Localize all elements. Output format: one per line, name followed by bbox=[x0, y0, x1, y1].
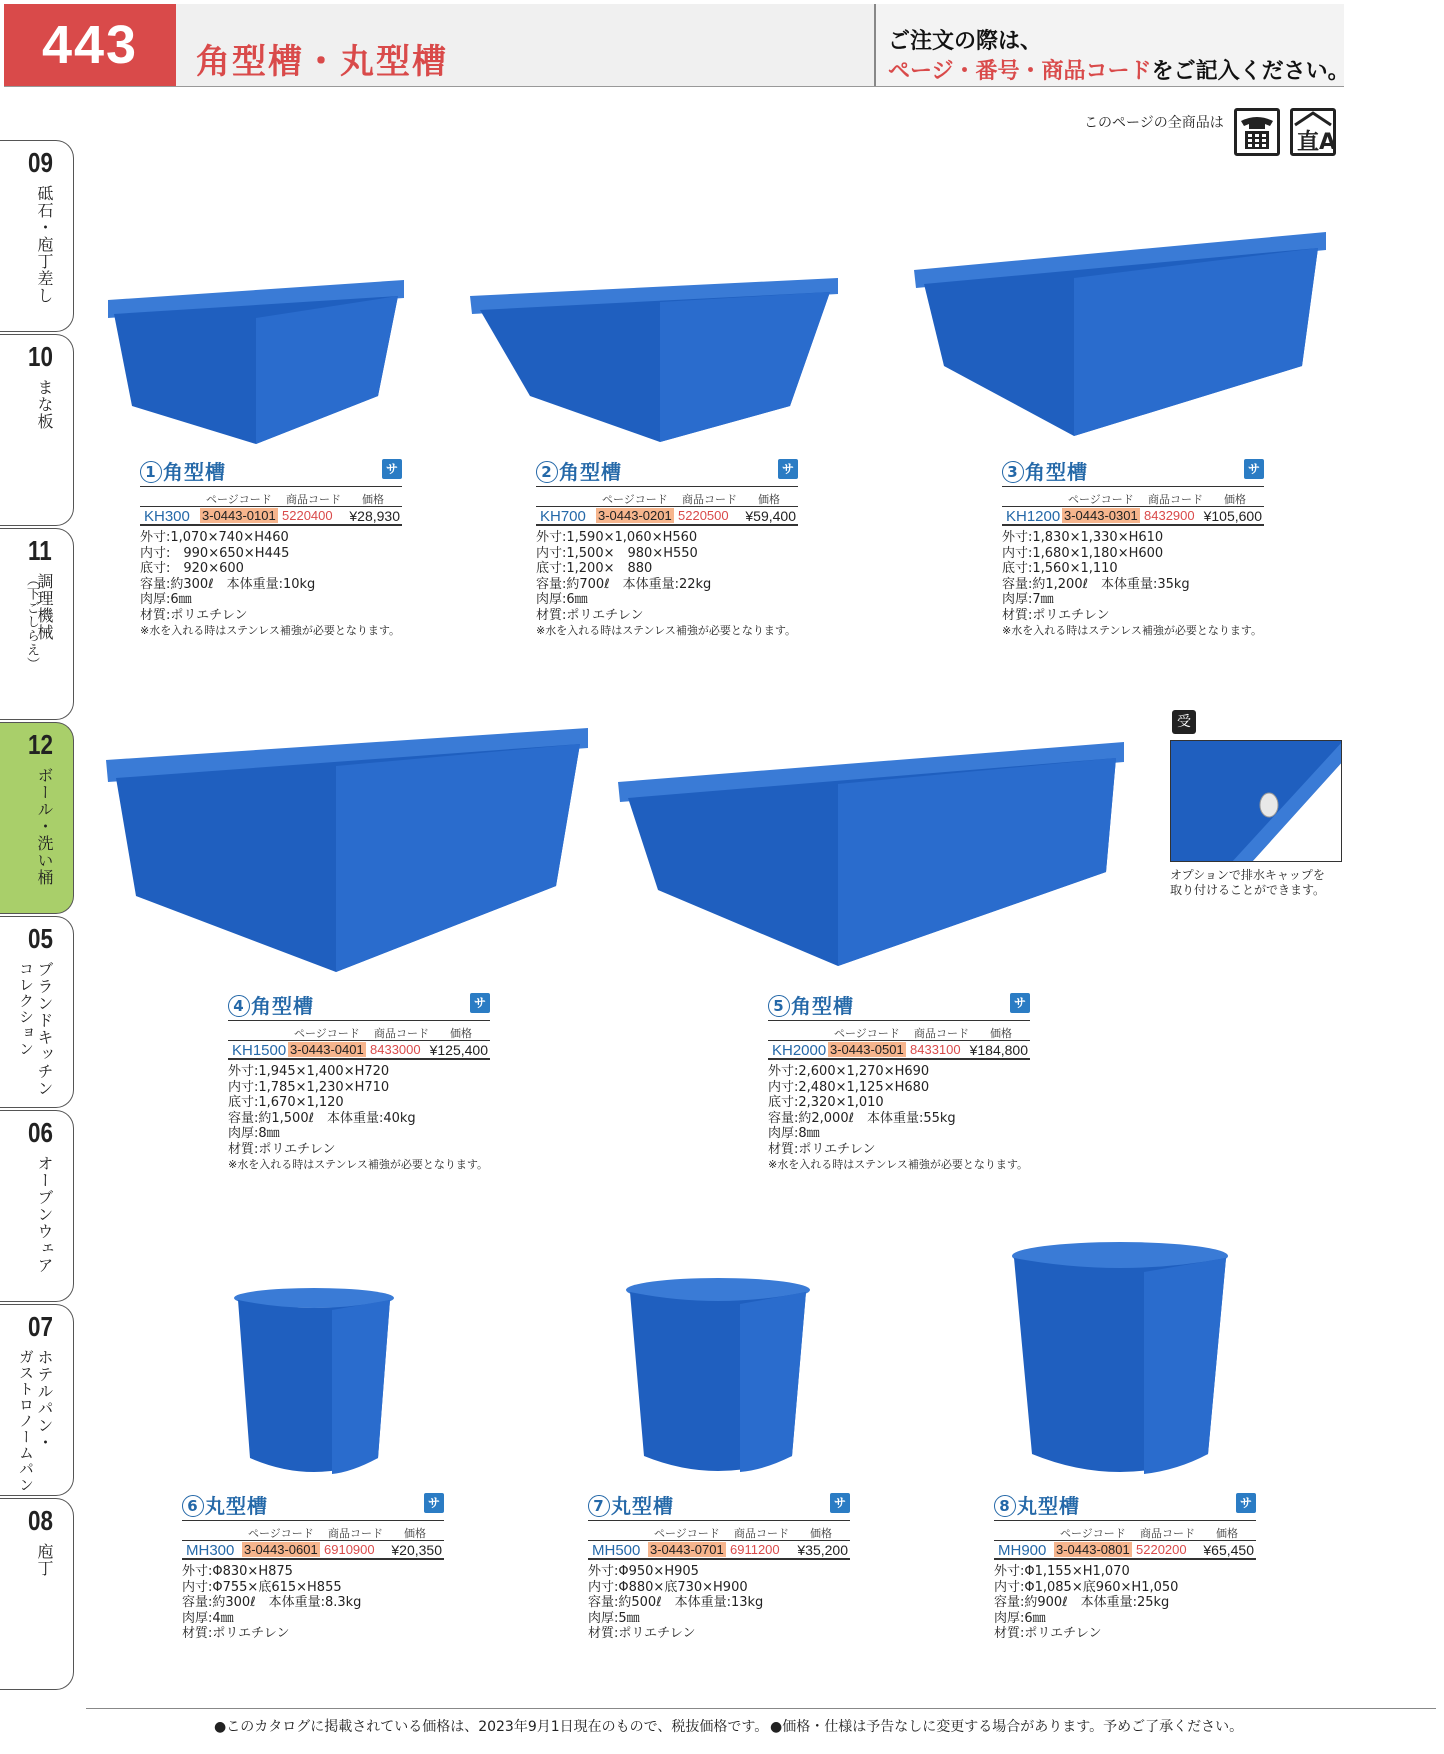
table-header bbox=[1002, 486, 1264, 506]
spec-line: 内寸:Φ1,085×底960×H1,050 bbox=[994, 1579, 1179, 1595]
page-code: 3-0443-0701 bbox=[650, 1542, 724, 1557]
header-price: 価格 bbox=[450, 1027, 472, 1040]
product-title bbox=[536, 456, 622, 485]
spec-line: 外寸:1,590×1,060×H560 bbox=[536, 530, 698, 545]
option-receive-icon: 受 bbox=[1172, 710, 1196, 734]
spec-line: 容量:約1,500ℓ 本体重量:40kg bbox=[228, 1110, 416, 1126]
item-code: 8432900 bbox=[1144, 508, 1195, 523]
spec-line: 材質:ポリエチレン bbox=[1002, 607, 1110, 623]
side-tab-number: 12 bbox=[28, 729, 53, 760]
page-code: 3-0443-0501 bbox=[830, 1042, 904, 1057]
side-tab-10[interactable] bbox=[0, 334, 74, 526]
model-number: MH500 bbox=[592, 1542, 641, 1559]
product-specs bbox=[1002, 530, 1262, 639]
side-tab-number: 09 bbox=[28, 147, 53, 178]
spec-line: 内寸:1,500× 980×H550 bbox=[536, 545, 698, 561]
product-number: 7 bbox=[588, 1495, 610, 1517]
header-page-code: ページコード bbox=[654, 1527, 720, 1540]
table-header bbox=[182, 1520, 444, 1540]
spec-line: 容量:約500ℓ 本体重量:13kg bbox=[588, 1595, 764, 1610]
spec-line: 肉厚:8㎜ bbox=[228, 1126, 280, 1141]
price: ¥59,400 bbox=[745, 508, 796, 524]
model-number: KH1500 bbox=[232, 1042, 287, 1059]
item-code: 8433100 bbox=[910, 1042, 961, 1057]
order-notice-highlight: ページ・番号・商品コード bbox=[888, 59, 1152, 84]
product-name: 丸型槽 bbox=[205, 1494, 268, 1518]
price: ¥105,600 bbox=[1203, 508, 1262, 524]
table-header bbox=[536, 486, 798, 506]
model-number: KH300 bbox=[144, 508, 190, 525]
spec-line: 容量:約900ℓ 本体重量:25kg bbox=[994, 1595, 1170, 1610]
side-tab-sublabel: （下ごしらえ） bbox=[24, 573, 39, 671]
product-code-table bbox=[588, 1520, 850, 1560]
service-badge: サ4 bbox=[470, 993, 490, 1013]
option-caption-line1: オプションで排水キャップを bbox=[1170, 868, 1325, 882]
price: ¥65,450 bbox=[1203, 1542, 1254, 1558]
service-badge: サ4 bbox=[778, 459, 798, 479]
header-item-code: 商品コード bbox=[286, 493, 341, 506]
spec-line: 外寸:1,945×1,400×H720 bbox=[228, 1064, 390, 1079]
spec-line: 材質:ポリエチレン bbox=[994, 1626, 1102, 1641]
product-name: 丸型槽 bbox=[611, 1494, 674, 1518]
table-row bbox=[228, 1040, 490, 1060]
table-row bbox=[768, 1040, 1030, 1060]
service-badge: サ4 bbox=[1244, 459, 1264, 479]
price: ¥28,930 bbox=[349, 508, 400, 524]
spec-line: 外寸:Φ950×H905 bbox=[588, 1564, 699, 1579]
spec-line: 容量:約300ℓ 本体重量:8.3kg bbox=[182, 1595, 362, 1610]
header-item-code: 商品コード bbox=[682, 493, 737, 506]
service-badge: サ4 bbox=[1236, 1493, 1256, 1513]
product-number: 5 bbox=[768, 995, 790, 1017]
table-header bbox=[228, 1020, 490, 1040]
side-tab-sublabel: コレクション bbox=[17, 961, 35, 1057]
side-tab-09[interactable] bbox=[0, 140, 74, 332]
price: ¥20,350 bbox=[391, 1542, 442, 1558]
model-number: KH700 bbox=[540, 508, 586, 525]
product-number: 4 bbox=[228, 995, 250, 1017]
header-price: 価格 bbox=[810, 1527, 832, 1540]
side-tab-number: 10 bbox=[28, 341, 53, 372]
header-divider bbox=[4, 86, 1344, 87]
direct-a-icon bbox=[1290, 108, 1336, 156]
header-page-code: ページコード bbox=[834, 1027, 900, 1040]
spec-line: 底寸:2,320×1,010 bbox=[768, 1095, 884, 1110]
side-tab-number: 05 bbox=[28, 923, 53, 954]
product-code-table bbox=[994, 1520, 1256, 1560]
price: ¥35,200 bbox=[797, 1542, 848, 1558]
side-tab-label: ボール・洗い桶 bbox=[35, 767, 54, 886]
product-specs bbox=[536, 530, 796, 639]
product-title bbox=[768, 990, 854, 1019]
spec-line: 材質:ポリエチレン bbox=[768, 1141, 876, 1157]
table-row bbox=[994, 1540, 1256, 1560]
side-tab-number: 11 bbox=[28, 535, 52, 566]
spec-note: ※水を入れる時はステンレス補強が必要となります。 bbox=[536, 624, 796, 637]
spec-line: 肉厚:6㎜ bbox=[994, 1610, 1046, 1626]
header-item-code: 商品コード bbox=[1148, 493, 1203, 506]
product-code-table bbox=[768, 1020, 1030, 1060]
page-code: 3-0443-0201 bbox=[598, 508, 672, 523]
product-code-table bbox=[1002, 486, 1264, 526]
side-tab-06[interactable] bbox=[0, 1110, 74, 1302]
spec-note: ※水を入れる時はステンレス補強が必要となります。 bbox=[228, 1158, 488, 1171]
product-name: 角型槽 bbox=[163, 460, 226, 484]
spec-line: 容量:約2,000ℓ 本体重量:55kg bbox=[768, 1110, 956, 1126]
side-tab-07[interactable] bbox=[0, 1304, 74, 1496]
table-header bbox=[140, 486, 402, 506]
item-code: 5220500 bbox=[678, 508, 729, 523]
item-code: 5220200 bbox=[1136, 1542, 1187, 1557]
table-row bbox=[1002, 506, 1264, 526]
product-specs bbox=[140, 530, 400, 639]
page-code: 3-0443-0601 bbox=[244, 1542, 318, 1557]
side-tab-label: 調理機械 bbox=[35, 573, 54, 641]
header-item-code: 商品コード bbox=[328, 1527, 383, 1540]
side-tab-number: 07 bbox=[28, 1311, 53, 1342]
spec-line: 材質:ポリエチレン bbox=[182, 1626, 290, 1641]
spec-line: 底寸:1,200× 880 bbox=[536, 561, 653, 576]
service-badge: サ4 bbox=[424, 1493, 444, 1513]
order-notice-line2 bbox=[888, 54, 1350, 85]
product-code-table bbox=[536, 486, 798, 526]
spec-line: 外寸:2,600×1,270×H690 bbox=[768, 1064, 930, 1079]
service-badge: サ4 bbox=[1010, 993, 1030, 1013]
header-item-code: 商品コード bbox=[374, 1027, 429, 1040]
product-title bbox=[588, 1490, 674, 1519]
model-number: KH2000 bbox=[772, 1042, 827, 1059]
product-number: 3 bbox=[1002, 461, 1024, 483]
spec-line: 材質:ポリエチレン bbox=[536, 607, 644, 623]
product-7-image bbox=[624, 1276, 812, 1482]
product-8-image bbox=[1010, 1240, 1230, 1484]
footer-spec-note: ●価格・仕様は予告なしに変更する場合があります。予めご了承ください。 bbox=[770, 1719, 1244, 1735]
product-6-image bbox=[232, 1286, 396, 1482]
spec-line: 容量:約300ℓ 本体重量:10kg bbox=[140, 576, 316, 592]
product-name: 丸型槽 bbox=[1017, 1494, 1080, 1518]
product-title bbox=[140, 456, 226, 485]
price: ¥125,400 bbox=[429, 1042, 488, 1058]
service-badge: サ4 bbox=[830, 1493, 850, 1513]
product-code-table bbox=[228, 1020, 490, 1060]
product-title bbox=[228, 990, 314, 1019]
header-page-code: ページコード bbox=[206, 493, 272, 506]
header-price: 価格 bbox=[1216, 1527, 1238, 1540]
spec-line: 内寸: 990×650×H445 bbox=[140, 545, 290, 561]
spec-line: 内寸:Φ755×底615×H855 bbox=[182, 1579, 342, 1595]
product-4-image bbox=[106, 726, 590, 976]
page-code: 3-0443-0401 bbox=[290, 1042, 364, 1057]
product-name: 角型槽 bbox=[791, 994, 854, 1018]
spec-note: ※水を入れる時はステンレス補強が必要となります。 bbox=[768, 1158, 1028, 1171]
spec-line: 内寸:2,480×1,125×H680 bbox=[768, 1079, 930, 1095]
side-tab-12[interactable] bbox=[0, 722, 74, 914]
item-code: 8433000 bbox=[370, 1042, 421, 1057]
header-price: 価格 bbox=[1224, 493, 1246, 506]
side-tab-label: まな板 bbox=[35, 379, 54, 430]
spec-line: 外寸:Φ830×H875 bbox=[182, 1564, 293, 1579]
price: ¥184,800 bbox=[969, 1042, 1028, 1058]
item-code: 6910900 bbox=[324, 1542, 375, 1557]
spec-line: 肉厚:6㎜ bbox=[140, 592, 192, 607]
side-tab-label: ホテルパン・ bbox=[35, 1349, 54, 1451]
header-price: 価格 bbox=[990, 1027, 1012, 1040]
side-tab-sublabel: ガストロノームパン bbox=[17, 1349, 35, 1493]
spec-line: 肉厚:5㎜ bbox=[588, 1610, 640, 1626]
table-row bbox=[140, 506, 402, 526]
side-tab-08[interactable] bbox=[0, 1498, 74, 1690]
header-page-code: ページコード bbox=[602, 493, 668, 506]
spec-note: ※水を入れる時はステンレス補強が必要となります。 bbox=[140, 624, 400, 637]
model-number: MH900 bbox=[998, 1542, 1047, 1559]
table-row bbox=[536, 506, 798, 526]
table-row bbox=[182, 1540, 444, 1560]
product-specs bbox=[182, 1564, 361, 1642]
header-price: 価格 bbox=[758, 493, 780, 506]
spec-line: 肉厚:4㎜ bbox=[182, 1610, 234, 1626]
all-items-label: このページの全商品は bbox=[1084, 115, 1224, 131]
header-item-code: 商品コード bbox=[1140, 1527, 1195, 1540]
side-tab-label: 庖丁 bbox=[35, 1543, 54, 1577]
order-notice-rest: をご記入ください。 bbox=[1151, 59, 1350, 84]
page-code: 3-0443-0101 bbox=[202, 508, 276, 523]
spec-line: 内寸:Φ880×底730×H900 bbox=[588, 1579, 748, 1595]
spec-line: 外寸:1,830×1,330×H610 bbox=[1002, 530, 1164, 545]
spec-line: 肉厚:6㎜ bbox=[536, 592, 588, 607]
side-tab-05[interactable] bbox=[0, 916, 74, 1108]
option-caption bbox=[1170, 868, 1325, 898]
side-tab-label: オーブンウェア bbox=[35, 1155, 54, 1274]
product-specs bbox=[228, 1064, 488, 1173]
header-page-code: ページコード bbox=[248, 1527, 314, 1540]
product-title bbox=[994, 1490, 1080, 1519]
product-title bbox=[1002, 456, 1088, 485]
side-tab-number: 06 bbox=[28, 1117, 53, 1148]
spec-line: 外寸:1,070×740×H460 bbox=[140, 530, 289, 545]
spec-line: 底寸: 920×600 bbox=[140, 561, 244, 576]
model-number: MH300 bbox=[186, 1542, 235, 1559]
product-specs bbox=[588, 1564, 763, 1642]
side-tab-11[interactable] bbox=[0, 528, 74, 720]
header-page-code: ページコード bbox=[1060, 1527, 1126, 1540]
table-header bbox=[588, 1520, 850, 1540]
spec-line: 肉厚:7㎜ bbox=[1002, 592, 1054, 607]
product-number: 8 bbox=[994, 1495, 1016, 1517]
option-caption-line2: 取り付けることができます。 bbox=[1170, 883, 1326, 897]
model-number: KH1200 bbox=[1006, 508, 1061, 525]
product-number: 6 bbox=[182, 1495, 204, 1517]
phone-order-icon bbox=[1234, 108, 1280, 156]
page-code: 3-0443-0301 bbox=[1064, 508, 1138, 523]
product-specs bbox=[994, 1564, 1178, 1642]
side-tab-label: ブランドキッチン bbox=[35, 961, 54, 1097]
page-number: 443 bbox=[4, 4, 176, 86]
header-price: 価格 bbox=[362, 493, 384, 506]
page-code: 3-0443-0801 bbox=[1056, 1542, 1130, 1557]
footer-divider bbox=[86, 1708, 1436, 1709]
item-code: 6911200 bbox=[730, 1542, 780, 1557]
spec-line: 容量:約1,200ℓ 本体重量:35kg bbox=[1002, 576, 1190, 592]
service-badge: サ4 bbox=[382, 459, 402, 479]
header-page-code: ページコード bbox=[1068, 493, 1134, 506]
product-5-image bbox=[618, 740, 1126, 970]
product-title bbox=[182, 1490, 268, 1519]
product-name: 角型槽 bbox=[251, 994, 314, 1018]
header-price: 価格 bbox=[404, 1527, 426, 1540]
footer-price-note: ●このカタログに掲載されている価格は、2023年9月1日現在のもので、税抜価格です。 bbox=[214, 1719, 769, 1735]
spec-line: 材質:ポリエチレン bbox=[140, 607, 248, 623]
header-item-code: 商品コード bbox=[914, 1027, 969, 1040]
product-number: 2 bbox=[536, 461, 558, 483]
spec-line: 底寸:1,670×1,120 bbox=[228, 1095, 344, 1110]
spec-line: 内寸:1,680×1,180×H600 bbox=[1002, 545, 1164, 561]
product-specs bbox=[768, 1064, 1028, 1173]
drain-cap-option-image bbox=[1170, 740, 1342, 862]
table-row bbox=[588, 1540, 850, 1560]
spec-line: 内寸:1,785×1,230×H710 bbox=[228, 1079, 390, 1095]
spec-note: ※水を入れる時はステンレス補強が必要となります。 bbox=[1002, 624, 1262, 637]
product-1-image bbox=[106, 278, 406, 448]
spec-line: 底寸:1,560×1,110 bbox=[1002, 561, 1118, 576]
product-code-table bbox=[182, 1520, 444, 1560]
table-header bbox=[768, 1020, 1030, 1040]
item-code: 5220400 bbox=[282, 508, 333, 523]
header-page-code: ページコード bbox=[294, 1027, 360, 1040]
header-item-code: 商品コード bbox=[734, 1527, 789, 1540]
product-3-image bbox=[914, 230, 1328, 440]
spec-line: 肉厚:8㎜ bbox=[768, 1126, 820, 1141]
spec-line: 容量:約700ℓ 本体重量:22kg bbox=[536, 576, 712, 592]
svg-text:直A: 直A bbox=[1297, 130, 1333, 153]
product-number: 1 bbox=[140, 461, 162, 483]
product-2-image bbox=[470, 266, 840, 446]
product-name: 角型槽 bbox=[1025, 460, 1088, 484]
spec-line: 材質:ポリエチレン bbox=[588, 1626, 696, 1641]
spec-line: 材質:ポリエチレン bbox=[228, 1141, 336, 1157]
product-code-table bbox=[140, 486, 402, 526]
page-title: 角型槽・丸型槽 bbox=[196, 42, 448, 82]
side-tab-label: 砥石・庖丁差し bbox=[35, 185, 54, 304]
product-name: 角型槽 bbox=[559, 460, 622, 484]
order-notice-line1: ご注文の際は、 bbox=[888, 29, 1043, 54]
table-header bbox=[994, 1520, 1256, 1540]
spec-line: 外寸:Φ1,155×H1,070 bbox=[994, 1564, 1130, 1579]
side-tab-number: 08 bbox=[28, 1505, 53, 1536]
